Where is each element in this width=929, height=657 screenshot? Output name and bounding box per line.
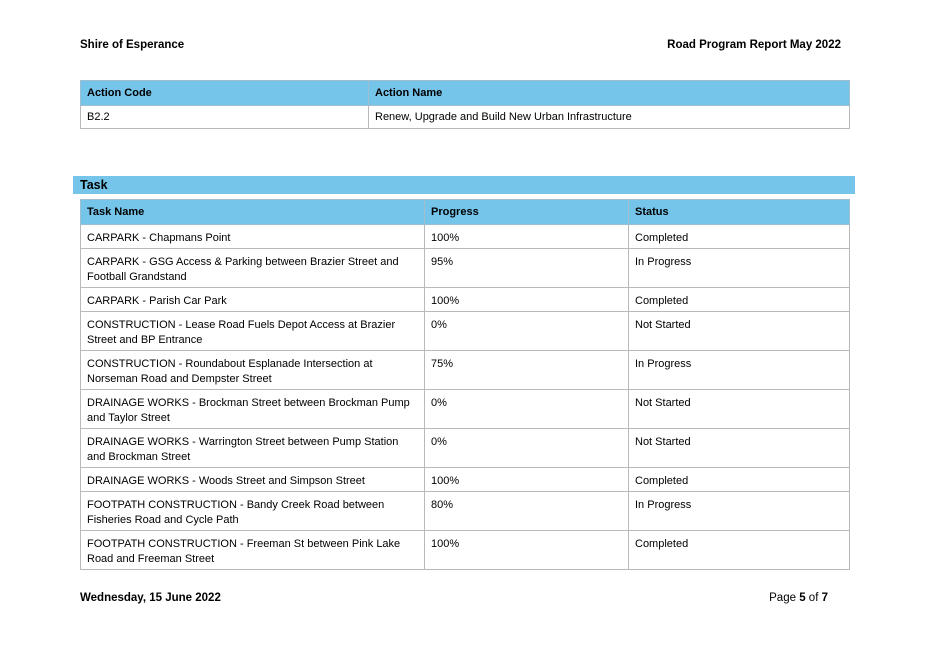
table-row — [81, 288, 850, 312]
organisation-name: Shire of Esperance — [80, 39, 185, 51]
status-cell: Completed — [629, 288, 850, 312]
progress-cell: 95% — [425, 249, 629, 288]
page-current: 5 — [799, 592, 806, 604]
action-table — [80, 80, 850, 129]
action-table-header — [81, 81, 850, 106]
progress-cell: 100% — [425, 531, 629, 570]
progress-cell: 100% — [425, 225, 629, 249]
progress-cell: 100% — [425, 288, 629, 312]
action-name-cell: Renew, Upgrade and Build New Urban Infrastructure — [369, 106, 850, 129]
action-code-header: Action Code — [81, 81, 369, 106]
progress-cell: 0% — [425, 390, 629, 429]
report-date: Wednesday, 15 June 2022 — [80, 592, 221, 604]
action-row — [81, 106, 850, 129]
status-cell: Not Started — [629, 390, 850, 429]
table-row — [81, 531, 850, 570]
task-name-cell: CARPARK - Chapmans Point — [81, 225, 425, 249]
table-row — [81, 225, 850, 249]
table-row — [81, 249, 850, 288]
task-table-header — [81, 200, 850, 225]
status-cell: Not Started — [629, 429, 850, 468]
action-code-cell: B2.2 — [81, 106, 369, 129]
table-row — [81, 468, 850, 492]
table-row — [81, 492, 850, 531]
task-name-header: Task Name — [81, 200, 425, 225]
status-cell: Not Started — [629, 312, 850, 351]
task-name-cell: CARPARK - Parish Car Park — [81, 288, 425, 312]
page-total: 7 — [821, 592, 828, 604]
progress-cell: 0% — [425, 312, 629, 351]
page-label: Page — [769, 592, 796, 604]
progress-cell: 80% — [425, 492, 629, 531]
page-number — [769, 592, 828, 604]
status-cell: Completed — [629, 531, 850, 570]
task-name-cell: FOOTPATH CONSTRUCTION - Bandy Creek Road between Fisheries Road and Cycle Path — [81, 492, 425, 531]
action-name-header: Action Name — [369, 81, 850, 106]
status-cell: Completed — [629, 468, 850, 492]
table-row — [81, 390, 850, 429]
status-cell: In Progress — [629, 249, 850, 288]
task-name-cell: FOOTPATH CONSTRUCTION - Freeman St between Pink Lake Road and Freeman Street — [81, 531, 425, 570]
task-name-cell: CONSTRUCTION - Roundabout Esplanade Intersection at Norseman Road and Dempster Street — [81, 351, 425, 390]
task-name-cell: DRAINAGE WORKS - Woods Street and Simpson Street — [81, 468, 425, 492]
task-name-cell: CARPARK - GSG Access & Parking between Brazier Street and Football Grandstand — [81, 249, 425, 288]
table-row — [81, 351, 850, 390]
table-row — [81, 429, 850, 468]
progress-cell: 75% — [425, 351, 629, 390]
task-section-title — [73, 176, 855, 194]
status-cell: Completed — [629, 225, 850, 249]
status-cell: In Progress — [629, 351, 850, 390]
task-name-cell: DRAINAGE WORKS - Brockman Street between Brockman Pump and Taylor Street — [81, 390, 425, 429]
task-section-label: Task — [80, 178, 108, 192]
progress-cell: 0% — [425, 429, 629, 468]
status-cell: In Progress — [629, 492, 850, 531]
report-title: Road Program Report May 2022 — [667, 39, 841, 51]
table-row — [81, 312, 850, 351]
task-name-cell: DRAINAGE WORKS - Warrington Street between Pump Station and Brockman Street — [81, 429, 425, 468]
progress-header: Progress — [425, 200, 629, 225]
task-name-cell: CONSTRUCTION - Lease Road Fuels Depot Access at Brazier Street and BP Entrance — [81, 312, 425, 351]
status-header: Status — [629, 200, 850, 225]
page-of: of — [808, 592, 819, 604]
task-table — [80, 199, 850, 570]
progress-cell: 100% — [425, 468, 629, 492]
